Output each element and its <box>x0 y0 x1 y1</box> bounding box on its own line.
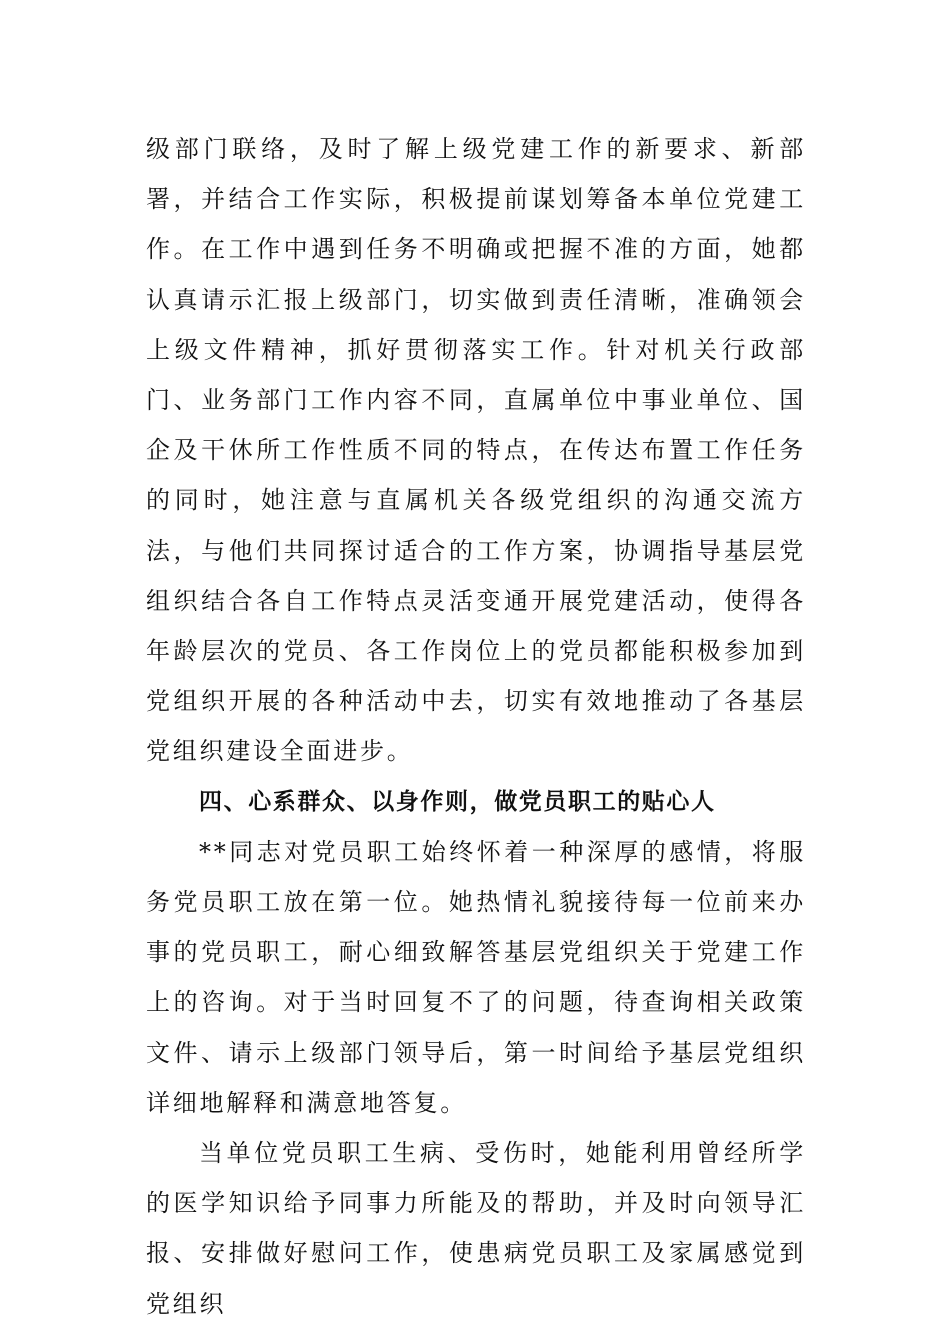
body-paragraph-3: 当单位党员职工生病、受伤时，她能利用曾经所学的医学知识给予同事力所能及的帮助，并及时向领导汇报、安排做好慰问工作，使患病党员职工及家属感觉到党组织 <box>146 1139 806 1318</box>
document-body <box>146 124 806 1329</box>
body-paragraph-1: 级部门联络，及时了解上级党建工作的新要求、新部署，并结合工作实际，积极提前谋划筹备本单位党建工作。在工作中遇到任务不明确或把握不准的方面，她都认真请示汇报上级部门，切实做到责任清晰，准确领会上级文件精神，抓好贯彻落实工作。针对机关行政部门、业务部门工作内容不同，直属单位中事业单位、国企及干休所工作性质不同的特点，在传达布置工作任务的同时，她注意与直属机关各级党组织的沟通交流方法，与他们共同探讨适合的工作方案，协调指导基层党组织结合各自工作特点灵活变通开展党建活动，使得各年龄层次的党员、各工作岗位上的党员都能积极参加到党组织开展的各种活动中去，切实有效地推动了各基层党组织建设全面进步。 <box>146 135 806 766</box>
section-heading-4: 四、心系群众、以身作则，做党员职工的贴心人 <box>199 788 716 815</box>
body-paragraph-2: **同志对党员职工始终怀着一种深厚的感情，将服务党员职工放在第一位。她热情礼貌接待每一位前来办事的党员职工，耐心细致解答基层党组织关于党建工作上的咨询。对于当时回复不了的问题，待查询相关政策文件、请示上级部门领导后，第一时间给予基层党组织详细地解释和满意地答复。 <box>146 837 806 1117</box>
